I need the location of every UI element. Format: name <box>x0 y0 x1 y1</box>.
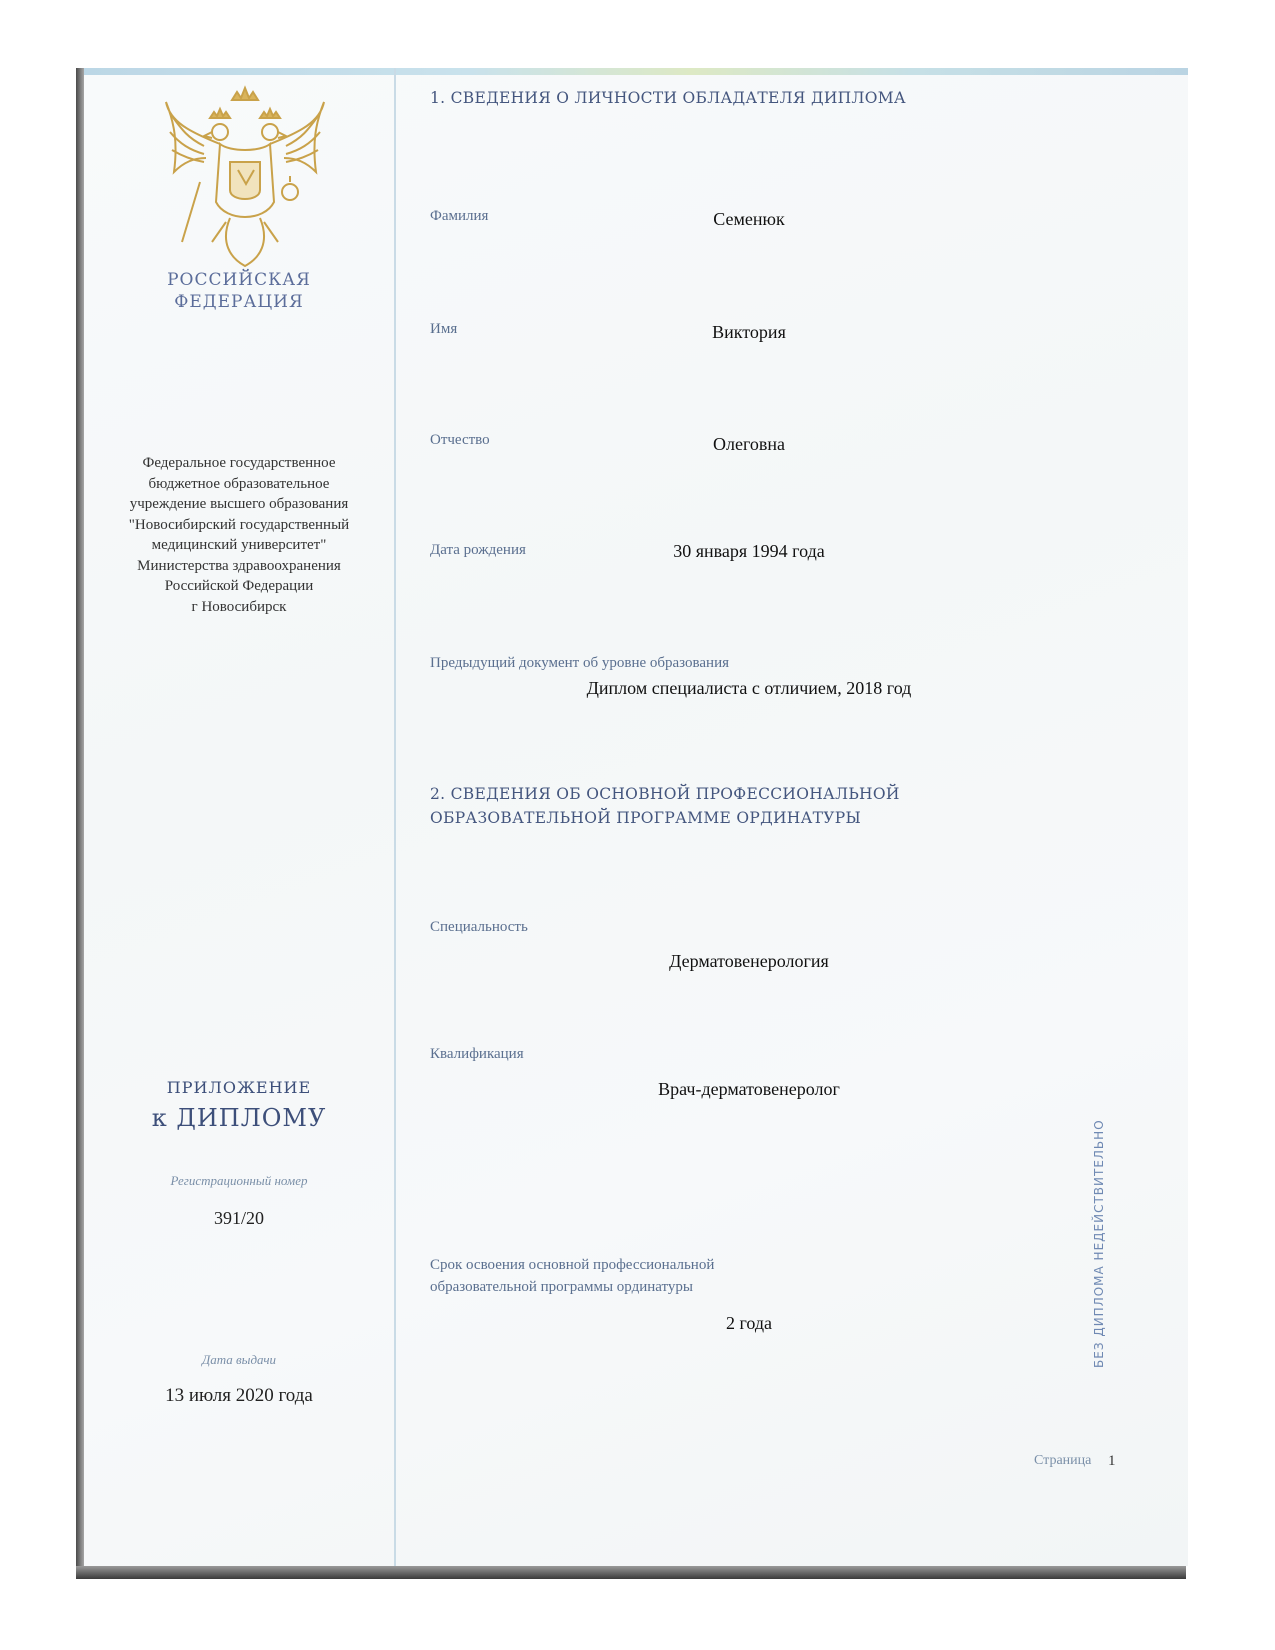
qualification-value: Врач-дерматовенеролог <box>658 1079 840 1099</box>
duration-label-line1: Срок освоения основной профессиональной <box>430 1257 715 1273</box>
scan-shadow-bottom <box>76 1566 1186 1579</box>
name-value: Виктория <box>712 322 786 342</box>
section1-title: 1. СВЕДЕНИЯ О ЛИЧНОСТИ ОБЛАДАТЕЛЯ ДИПЛОМА <box>430 89 906 107</box>
appendix-title-line1: ПРИЛОЖЕНИЕ <box>166 1078 312 1097</box>
section2-title-line2: ОБРАЗОВАТЕЛЬНОЙ ПРОГРАММЕ ОРДИНАТУРЫ <box>430 809 862 827</box>
previous-document-label: Предыдущий документ об уровне образования <box>430 655 730 671</box>
organization-line: бюджетное образовательное <box>148 475 330 492</box>
qualification-label: Квалификация <box>430 1046 524 1062</box>
diploma-sheet <box>84 68 1188 1566</box>
organization-line: "Новосибирский государственный <box>128 516 350 533</box>
name-label: Имя <box>430 321 458 337</box>
issue-date-label: Дата выдачи <box>201 1352 277 1367</box>
birth-date-label: Дата рождения <box>430 542 526 558</box>
reg-number-label: Регистрационный номер <box>170 1173 308 1188</box>
organization-line: г Новосибирск <box>191 598 287 615</box>
page-label: Страница <box>1034 1453 1092 1468</box>
decorative-top-strip <box>84 68 1188 75</box>
reg-number: 391/20 <box>213 1208 264 1228</box>
patronymic-value: Олеговна <box>712 434 786 454</box>
coat-of-arms-icon <box>160 82 330 272</box>
issue-date: 13 июля 2020 года <box>165 1385 313 1406</box>
page-number: 1 <box>1108 1453 1116 1469</box>
previous-document-value: Диплом специалиста с отличием, 2018 год <box>586 678 912 698</box>
issuing-organization <box>84 453 394 617</box>
organization-line: Федеральное государственное <box>142 455 336 471</box>
surname-label: Фамилия <box>430 208 489 224</box>
duration-label-line2: образовательной программы ординатуры <box>430 1279 693 1295</box>
specialty-value: Дерматовенерология <box>669 951 829 971</box>
surname-value: Семенюк <box>713 209 785 229</box>
organization-line: Министерства здравоохранения <box>137 557 341 574</box>
country-name-line2: ФЕДЕРАЦИЯ <box>174 292 304 312</box>
specialty-label: Специальность <box>430 919 528 935</box>
validity-note: БЕЗ ДИПЛОМА НЕДЕЙСТВИТЕЛЬНО <box>1092 1119 1106 1368</box>
appendix-title-line2: к ДИПЛОМУ <box>151 1104 327 1132</box>
section2-title <box>430 782 900 830</box>
country-name-line1: РОССИЙСКАЯ <box>167 270 311 290</box>
organization-line: Российской Федерации <box>164 578 314 594</box>
duration-label <box>430 1254 714 1298</box>
section2-title-line1: 2. СВЕДЕНИЯ ОБ ОСНОВНОЙ ПРОФЕССИОНАЛЬНОЙ <box>430 785 900 803</box>
organization-line: учреждение высшего образования <box>129 496 349 512</box>
duration-value: 2 года <box>725 1313 773 1333</box>
birth-date-value: 30 января 1994 года <box>673 541 825 561</box>
organization-line: медицинский университет" <box>151 537 327 553</box>
patronymic-label: Отчество <box>430 432 490 448</box>
column-divider <box>394 68 396 1566</box>
